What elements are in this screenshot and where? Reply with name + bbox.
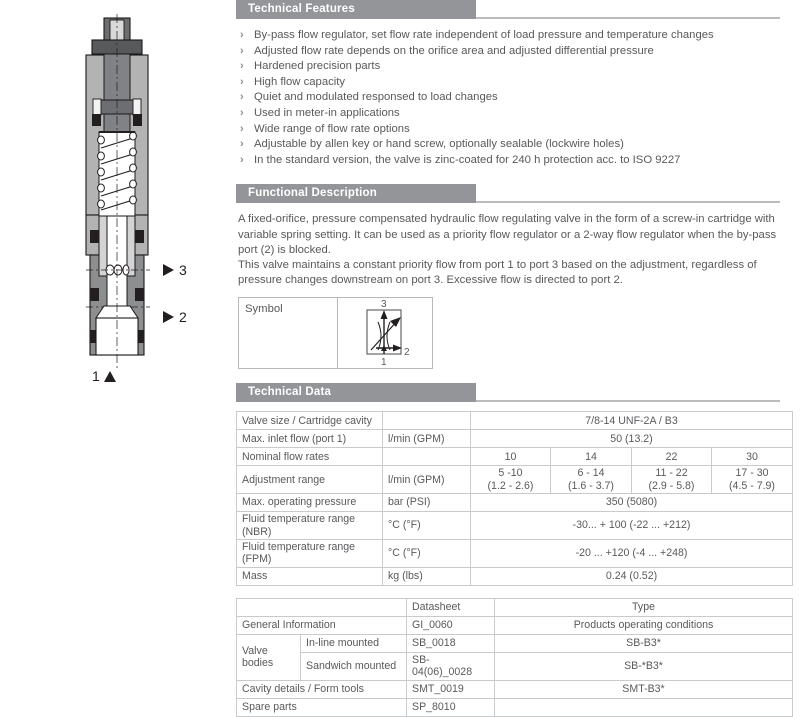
list-item-text: Used in meter-in applications (254, 106, 400, 119)
list-item (238, 106, 800, 122)
row-unit: l/min (GPM) (383, 466, 471, 494)
chevron-right-icon: › (240, 91, 244, 104)
symbol-graphic (338, 298, 432, 368)
table-row (237, 412, 793, 430)
chevron-right-icon: › (240, 122, 244, 135)
row-datasheet: SB-04(06)_0028 (407, 652, 495, 680)
row-label: Valve size / Cartridge cavity (237, 412, 383, 430)
table-row (237, 512, 793, 540)
row-unit (383, 412, 471, 430)
list-item (238, 28, 800, 44)
row-unit: °C (°F) (383, 539, 471, 567)
row-unit: bar (PSI) (383, 494, 471, 512)
list-item-text: In the standard version, the valve is zinc-coated for 240 h protection acc. to ISO 9227 (254, 153, 681, 166)
table-row (237, 567, 793, 585)
table-row (237, 494, 793, 512)
technical-data-table (236, 411, 793, 585)
list-item-text: By-pass flow regulator, set flow rate independent of load pressure and temperature changes (254, 29, 714, 41)
adjustment-range-cell (551, 466, 632, 494)
section-title: Technical Features (248, 3, 355, 15)
adjustment-range-cell (712, 466, 793, 494)
valve-body-group (86, 14, 150, 368)
row-type: SB-*B3* (495, 652, 793, 680)
table-row (237, 652, 793, 680)
row-unit: kg (lbs) (383, 567, 471, 585)
header-rule (476, 17, 780, 19)
technical-features-list (232, 28, 800, 168)
list-item (238, 137, 800, 153)
table-row (237, 430, 793, 448)
row-label: Max. inlet flow (port 1) (237, 430, 383, 448)
table-row (237, 680, 793, 698)
row-unit (383, 448, 471, 466)
table-row-adjustment-range (237, 466, 793, 494)
list-item-text: Adjustable by allen key or hand screw, optionally sealable (lockwire holes) (254, 138, 624, 151)
port-1-label: 1 (92, 368, 100, 384)
list-item (238, 122, 800, 138)
adjustment-lpm: 17 - 30 (735, 467, 769, 480)
row-value: 350 (5080) (471, 494, 793, 512)
table-header-row (237, 598, 793, 616)
row-unit: l/min (GPM) (383, 430, 471, 448)
functional-description-text (232, 212, 800, 288)
row-value: -30... + 100 (-22 ... +212) (471, 512, 793, 540)
symbol-port-bottom-label: 1 (381, 357, 387, 367)
list-item (238, 44, 800, 60)
adjustment-gpm: (4.5 - 7.9) (729, 479, 775, 492)
symbol-box (238, 297, 433, 369)
port-callout-2 (163, 309, 187, 325)
row-sub-label: Sandwich mounted (301, 652, 407, 680)
chevron-right-icon: › (240, 138, 244, 151)
symbol-port-top-label: 3 (381, 299, 387, 311)
row-group-label-valve-bodies (237, 634, 301, 680)
row-value: 7/8-14 UNF-2A / B3 (471, 412, 793, 430)
row-datasheet: GI_0060 (407, 616, 495, 634)
chevron-right-icon: › (240, 29, 244, 41)
row-label: Max. operating pressure (237, 494, 383, 512)
header-rule (476, 400, 780, 402)
row-value: -20 ... +120 (-4 ... +248) (471, 539, 793, 567)
hydraulic-symbol-icon (338, 298, 431, 366)
description-paragraph-2: This valve maintains a constant priority flow from port 1 to port 3 based on the adjustment, regardless of pressure changes downstream on port 3. Excessive flow is directed to port 2. (238, 258, 757, 287)
nominal-flow-value: 10 (471, 448, 551, 466)
row-datasheet: SP_8010 (407, 698, 495, 716)
header-type: Type (495, 598, 793, 616)
list-item-text: Wide range of flow rate options (254, 122, 410, 135)
table-row (237, 698, 793, 716)
adjustment-gpm: (1.2 - 2.6) (487, 479, 534, 492)
row-type: SB-B3* (495, 634, 793, 652)
list-item (238, 59, 800, 75)
port-3-label: 3 (179, 262, 187, 278)
row-type (495, 698, 793, 716)
chevron-right-icon: › (240, 60, 244, 73)
table-row (237, 616, 793, 634)
section-title: Technical Data (248, 386, 332, 399)
row-label: Mass (237, 567, 383, 585)
group-line-2: bodies (242, 657, 274, 670)
list-item-text: High flow capacity (254, 75, 346, 88)
port-2-label: 2 (179, 309, 187, 325)
chevron-right-icon: › (240, 106, 244, 119)
content-column (232, 0, 800, 713)
adjustment-gpm: (2.9 - 5.8) (648, 479, 695, 492)
section-header-technical-features (232, 0, 800, 20)
table-row-nominal-flow-rates (237, 448, 793, 466)
row-group-label: General Information (237, 616, 407, 634)
adjustment-lpm: 5 -10 (498, 467, 523, 480)
row-datasheet: SB_0018 (407, 634, 495, 652)
row-type: SMT-B3* (495, 680, 793, 698)
valve-drawing-svg (0, 0, 232, 600)
table-row (237, 539, 793, 567)
header-blank (237, 598, 407, 616)
adjustment-gpm: (1.6 - 3.7) (568, 479, 614, 492)
nominal-flow-value: 22 (632, 448, 712, 466)
row-sub-label: In-line mounted (301, 634, 407, 652)
symbol-label: Symbol (239, 298, 338, 368)
list-item (238, 75, 800, 91)
header-datasheet: Datasheet (407, 598, 495, 616)
list-item-text: Quiet and modulated responsed to load changes (254, 91, 498, 104)
section-header-functional-description (232, 184, 800, 204)
row-group-label: Cavity details / Form tools (237, 680, 407, 698)
adjustment-range-cell (471, 466, 551, 494)
description-paragraph-1: A fixed-orifice, pressure compensated hydraulic flow regulating valve in the form of a screw-in cartridge with variable spring setting. It can be used as a priority flow regulator or a 2-way flow regulator when the by-pass port (2) is blocked. (238, 213, 777, 256)
section-title: Functional Description (248, 187, 377, 200)
row-type: Products operating conditions (495, 616, 793, 634)
adjustment-lpm: 11 - 22 (655, 467, 688, 480)
port-callout-3 (163, 262, 187, 278)
row-datasheet: SMT_0019 (407, 680, 495, 698)
row-unit: °C (°F) (383, 512, 471, 540)
list-item (238, 90, 800, 106)
section-header-technical-data (232, 383, 800, 403)
row-label: Fluid temperature range (FPM) (237, 539, 383, 567)
related-documents-table (236, 598, 793, 717)
list-item-text: Hardened precision parts (254, 60, 381, 73)
list-item-text: Adjusted flow rate depends on the orifice area and adjusted differential pressure (254, 44, 654, 57)
list-item (238, 153, 800, 169)
header-rule (476, 201, 780, 203)
port-callout-1 (92, 368, 116, 384)
row-value: 50 (13.2) (471, 430, 793, 448)
group-line-1: Valve (242, 644, 268, 657)
row-label: Nominal flow rates (237, 448, 383, 466)
adjustment-range-cell (632, 466, 712, 494)
row-group-label: Spare parts (237, 698, 407, 716)
table-row (237, 634, 793, 652)
symbol-port-right-label: 2 (404, 347, 410, 359)
chevron-right-icon: › (240, 75, 244, 88)
adjustment-lpm: 6 - 14 (577, 467, 605, 480)
nominal-flow-value: 14 (551, 448, 632, 466)
chevron-right-icon: › (240, 153, 244, 166)
row-label: Fluid temperature range (NBR) (237, 512, 383, 540)
row-value: 0.24 (0.52) (471, 567, 793, 585)
chevron-right-icon: › (240, 44, 244, 57)
valve-cross-section-drawing (0, 0, 232, 600)
row-label: Adjustment range (237, 466, 383, 494)
nominal-flow-value: 30 (712, 448, 793, 466)
